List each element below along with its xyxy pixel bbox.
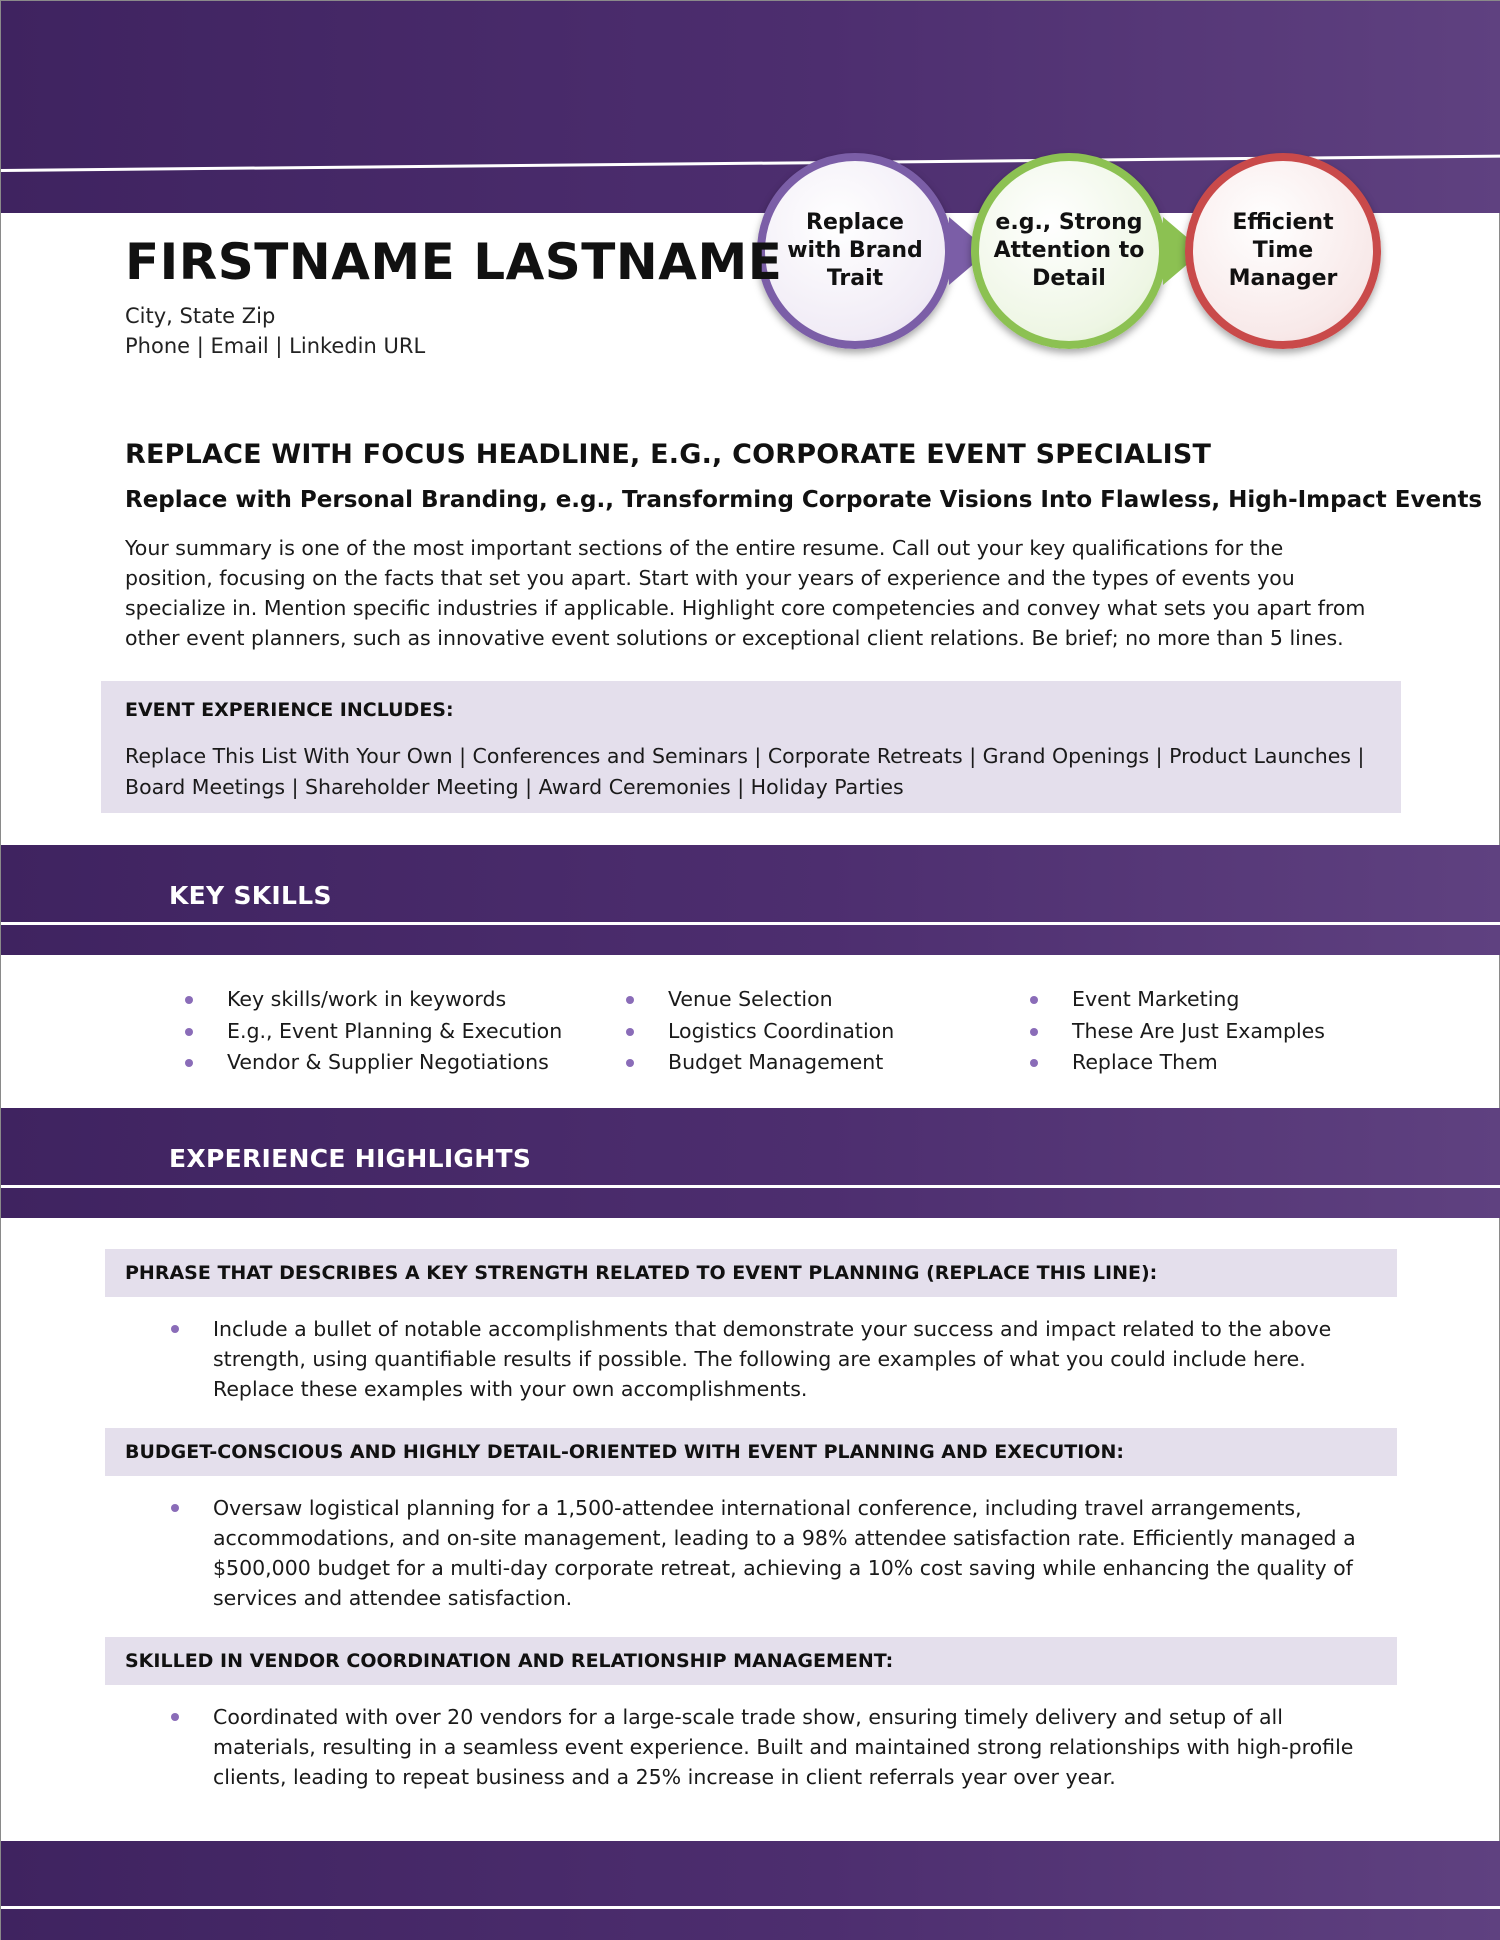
bullet-icon <box>171 1325 179 1333</box>
trait-1-line-2: with Brand <box>787 238 923 263</box>
bullet-icon <box>185 1059 193 1067</box>
trait-3-line-3: Manager <box>1228 266 1338 291</box>
highlight-bullet-2: Oversaw logistical planning for a 1,500-attendee international conference, including travel arrangements, accommodations, and on-site management, leading to a 98% attendee satisfaction rate. Efficiently managed a $500,000 budget for a multi-day corporate retreat, achieving a 10% cost saving while enhancing the quality of services and attendee satisfaction. <box>213 1496 1356 1610</box>
skill-label: E.g., Event Planning & Execution <box>227 1018 563 1043</box>
bullet-icon <box>185 1028 193 1036</box>
trait-2-line-2: Attention to <box>993 238 1145 263</box>
contact-location: City, State Zip <box>125 304 276 328</box>
bullet-icon <box>1030 1028 1038 1036</box>
focus-headline: REPLACE WITH FOCUS HEADLINE, E.G., CORPORATE EVENT SPECIALIST <box>125 439 1212 470</box>
skill-label: Event Marketing <box>1072 987 1240 1011</box>
skill-label: Budget Management <box>668 1050 884 1074</box>
skill-item <box>626 984 894 1016</box>
highlight-heading-2: BUDGET-CONSCIOUS AND HIGHLY DETAIL-ORIENTED WITH EVENT PLANNING AND EXECUTION: <box>125 1441 1124 1463</box>
footer-band <box>1 1841 1500 1940</box>
contact-line: Phone | Email | Linkedin URL <box>125 334 426 358</box>
skill-label: Replace Them <box>1072 1050 1218 1074</box>
trait-1-line-3: Trait <box>826 266 884 291</box>
trait-1-line-1: Replace <box>806 210 904 235</box>
bullet-icon <box>185 996 193 1004</box>
highlight-bullet-1: Include a bullet of notable accomplishments that demonstrate your success and impact related to the above strength, using quantifiable results if possible. The following are examples of what you could include here. Replace these examples with your own accomplishments. <box>213 1317 1332 1401</box>
highlight-heading-1: PHRASE THAT DESCRIBES A KEY STRENGTH RELATED TO EVENT PLANNING (REPLACE THIS LINE): <box>125 1262 1158 1284</box>
skill-item <box>185 1016 562 1048</box>
bullet-icon <box>626 1059 634 1067</box>
skill-label: Logistics Coordination <box>668 1018 895 1043</box>
bullet-icon <box>626 1028 634 1036</box>
bullet-icon <box>626 996 634 1004</box>
candidate-name: FIRSTNAME LASTNAME <box>125 233 783 291</box>
personal-branding: Replace with Personal Branding, e.g., Transforming Corporate Visions Into Flawless, High-Impact Events <box>125 487 1483 513</box>
key-skills-band-line <box>1 922 1500 925</box>
skill-label: Venue Selection <box>668 987 833 1011</box>
trait-3-line-2: Time <box>1252 238 1314 263</box>
footer-band-line <box>1 1906 1500 1909</box>
trait-circle-2 <box>971 153 1167 349</box>
skills-column-1 <box>185 984 562 1079</box>
trait-3-line-1: Efficient <box>1232 210 1334 235</box>
experience-highlights-title: EXPERIENCE HIGHLIGHTS <box>169 1144 532 1173</box>
bullet-icon <box>171 1713 179 1721</box>
skill-label: Vendor & Supplier Negotiations <box>227 1050 549 1074</box>
skill-label: Key skills/work in keywords <box>227 987 507 1011</box>
skill-item <box>626 1047 894 1079</box>
event-experience-list: Replace This List With Your Own | Conferences and Seminars | Corporate Retreats | Grand Openings | Product Launches | Board Meetings | Shareholder Meeting | Award Ceremonies | Holiday Parties <box>125 744 1365 799</box>
bullet-icon <box>171 1504 179 1512</box>
skill-label: These Are Just Examples <box>1072 1018 1325 1043</box>
experience-highlights-band-line <box>1 1185 1500 1188</box>
skill-item <box>185 1047 562 1079</box>
summary-paragraph: Your summary is one of the most important sections of the entire resume. Call out your key qualifications for the position, focusing on the facts that set you apart. Start with your years of experience and the types of events you specialize in. Mention specific industries if applicable. Highlight core competencies and convey what sets you apart from other event planners, such as innovative event solutions or exceptional client relations. Be brief; no more than 5 lines. <box>125 536 1366 650</box>
event-experience-title: EVENT EXPERIENCE INCLUDES: <box>125 699 454 721</box>
skill-item <box>185 984 562 1016</box>
trait-circle-1 <box>757 153 953 349</box>
skill-item <box>1030 1016 1325 1048</box>
trait-circle-3 <box>1185 153 1381 349</box>
trait-2-line-1: e.g., Strong <box>995 210 1143 235</box>
highlight-bullet-3: Coordinated with over 20 vendors for a large-scale trade show, ensuring timely delivery and setup of all materials, resulting in a seamless event experience. Built and maintained strong relationships with high-profile clients, leading to repeat business and a 25% increase in client referrals year over year. <box>213 1705 1354 1789</box>
skills-column-2 <box>626 984 894 1079</box>
skills-column-3 <box>1030 984 1325 1079</box>
trait-2-line-3: Detail <box>1032 266 1106 291</box>
skill-item <box>1030 984 1325 1016</box>
bullet-icon <box>1030 1059 1038 1067</box>
skill-item <box>1030 1047 1325 1079</box>
key-skills-title: KEY SKILLS <box>169 881 332 910</box>
bullet-icon <box>1030 996 1038 1004</box>
skill-item <box>626 1016 894 1048</box>
highlight-heading-3: SKILLED IN VENDOR COORDINATION AND RELATIONSHIP MANAGEMENT: <box>125 1650 894 1672</box>
